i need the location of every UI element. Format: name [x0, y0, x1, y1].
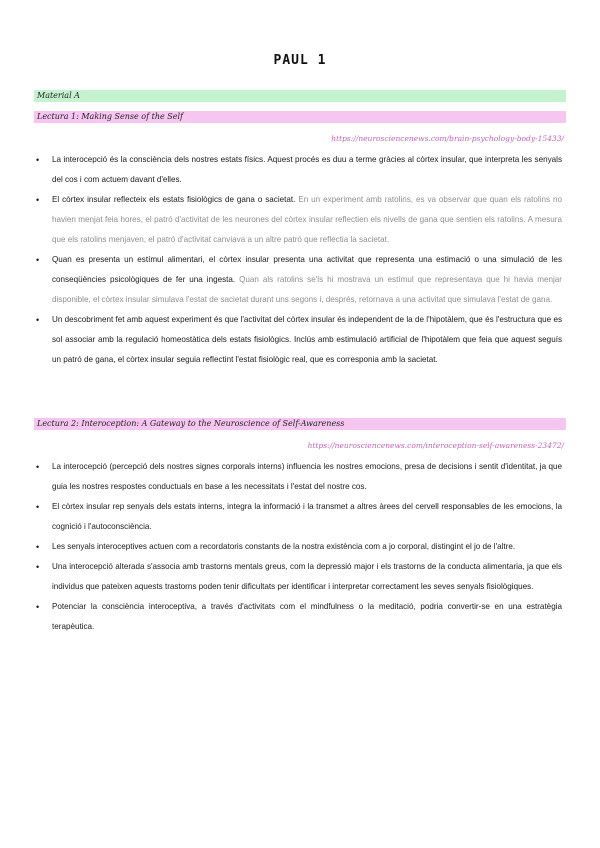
- lectura-1-bullet-list: [34, 150, 562, 370]
- list-item: [34, 497, 562, 537]
- bullet-text: Quan es presenta un estímul alimentari, el còrtex insular presenta una activitat que representa una estimació o una simulació de les conseqüències psicològiques de fer una ingesta.: [52, 255, 562, 284]
- bullet-icon: •: [36, 602, 40, 612]
- bullet-icon: •: [36, 195, 40, 205]
- bullet-extra-text: Quan als ratolins se'ls hi mostrava un estímul que representava que hi havia menjar disponible, el còrtex insular simulava l'estat de sacietat durant uns segons i, després, retornava a una activitat que simulava l'estat de gana.: [52, 275, 562, 304]
- list-item: [34, 457, 562, 497]
- bullet-icon: •: [36, 155, 40, 165]
- bullet-text: Una interocepció alterada s'associa amb trastorns mentals greus, com la depressió major i els trastorns de la conducta alimentaria, ja que els individus que pateixen aquests trastorns poden tenir dificultats per identificar i interpretar correctament les seves senyals fisiològiques.: [52, 562, 562, 591]
- bullet-text: Potenciar la consciència interoceptiva, a través d'activitats com el mindfulness o la meditació, podria convertir-se en una estratègia terapèutica.: [52, 602, 562, 631]
- lectura-1-url-link[interactable]: https://neurosciencenews.com/brain-psychology-body-15433/: [331, 134, 564, 143]
- bullet-text: La interocepció és la consciència dels nostres estats físics. Aquest procés es duu a terme gràcies al còrtex insular, que interpreta les senyals del cos i com actuem davant d'elles.: [52, 155, 562, 184]
- list-item: [34, 597, 562, 637]
- bullet-text: La interocepció (percepció dels nostres signes corporals interns) influencia les nostres emocions, presa de decisions i sentit d'identitat, ja que guia les nostres respostes conductuals en base a les necessitats i l'estat del nostre cos.: [52, 462, 562, 491]
- bullet-extra-text: En un experiment amb ratolins, es va observar que quan els ratolins no havien menjat feia hores, el patró d'activitat de les neurones del còrtex insular reflectien els nivells de gana que sentien els ratolins. A mesura que els ratolins menjaven, el patró d'activitat canviava a un altre patró que reflectia la sacietat.: [52, 195, 562, 244]
- bullet-icon: •: [36, 315, 40, 325]
- lectura-2-bullet-list: [34, 457, 562, 637]
- bullet-text: Les senyals interoceptives actuen com a recordatoris constants de la nostra existència com a jo corporal, distingint el jo de l'altre.: [52, 542, 516, 551]
- bullet-icon: •: [36, 255, 40, 265]
- bullet-icon: •: [36, 502, 40, 512]
- list-item: [34, 310, 562, 370]
- bullet-text: Un descobriment fet amb aquest experiment és que l'activitat del còrtex insular és independent de la de l'hipotàlem, que és l'estructura que es sol associar amb la regulació homeostàtica dels estats fisiològics. Inclús amb estimulació artificial de l'hipotàlem que feia que aquest seguís un patró de gana, el còrtex insular seguia reflectint l'estat fisiològic real, que es corresponia amb la sacietat.: [52, 315, 562, 364]
- list-item: [34, 557, 562, 597]
- list-item: [34, 150, 562, 190]
- bullet-icon: •: [36, 562, 40, 572]
- bullet-icon: •: [36, 542, 40, 552]
- list-item: [34, 250, 562, 310]
- list-item: [34, 190, 562, 250]
- section-heading-material-a: Material A: [34, 90, 566, 102]
- lectura-2-url-link[interactable]: https://neurosciencenews.com/interoception-self-awareness-23472/: [307, 441, 564, 450]
- bullet-text: El còrtex insular rep senyals dels estats interns, integra la informació i la transmet a altres àrees del cervell responsables de les emocions, la cognició i l'autoconsciència.: [52, 502, 562, 531]
- list-item: [34, 537, 562, 557]
- lectura-2-heading: Lectura 2: Interoception: A Gateway to the Neuroscience of Self-Awareness: [34, 418, 566, 430]
- bullet-icon: •: [36, 462, 40, 472]
- page-title: PAUL 1: [273, 53, 327, 68]
- lectura-1-heading: Lectura 1: Making Sense of the Self: [34, 111, 566, 123]
- bullet-text: El còrtex insular reflecteix els estats fisiològics de gana o sacietat.: [52, 195, 299, 204]
